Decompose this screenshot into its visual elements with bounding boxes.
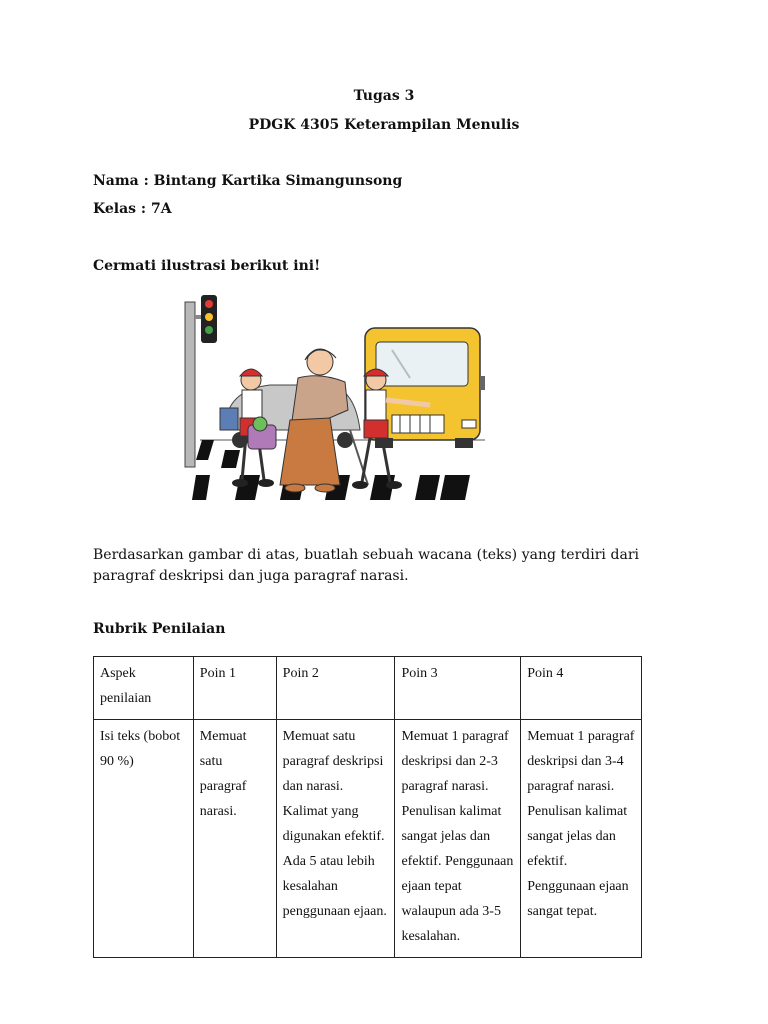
rubric-table — [93, 656, 642, 958]
table-header-row — [94, 657, 642, 720]
class-value: : 7A — [140, 201, 172, 217]
task-paragraph: Berdasarkan gambar di atas, buatlah sebuah wacana (teks) yang terdiri dari paragraf deskripsi dan juga paragraf narasi. — [93, 547, 639, 584]
document-subtitle: PDGK 4305 Keterampilan Menulis — [248, 117, 520, 133]
cell-poin-4: Memuat 1 paragraf deskripsi dan 3-4 paragraf narasi. Penulisan kalimat sangat jelas dan efektif. Penggunaan ejaan sangat tepat. — [521, 720, 642, 958]
instruction-text: Cermati ilustrasi berikut ini! — [93, 258, 321, 274]
name-value: : Bintang Kartika Simangunsong — [143, 173, 403, 189]
crosswalk-illustration — [180, 290, 500, 505]
column-header-aspect: Aspek penilaian — [94, 657, 194, 720]
class-label: Kelas — [93, 201, 137, 217]
document-title: Tugas 3 — [353, 88, 415, 104]
student-class-line — [93, 201, 172, 217]
rubric-heading: Rubrik Penilaian — [93, 621, 226, 637]
cell-aspect: Isi teks (bobot 90 %) — [94, 720, 194, 958]
column-header-poin-2: Poin 2 — [276, 657, 395, 720]
name-label: Nama — [93, 173, 139, 189]
column-header-poin-3: Poin 3 — [395, 657, 521, 720]
table-row — [94, 720, 642, 958]
student-name-line — [93, 173, 402, 189]
traffic-pole — [185, 302, 195, 467]
column-header-poin-1: Poin 1 — [193, 657, 276, 720]
column-header-poin-4: Poin 4 — [521, 657, 642, 720]
cell-poin-2: Memuat satu paragraf deskripsi dan narasi. Kalimat yang digunakan efektif. Ada 5 atau lebih kesalahan penggunaan ejaan. — [276, 720, 395, 958]
cell-poin-3: Memuat 1 paragraf deskripsi dan 2-3 paragraf narasi. Penulisan kalimat sangat jelas dan efektif. Penggunaan ejaan tepat walaupun ada 3-5 kesalahan. — [395, 720, 521, 958]
cell-poin-1: Memuat satu paragraf narasi. — [193, 720, 276, 958]
